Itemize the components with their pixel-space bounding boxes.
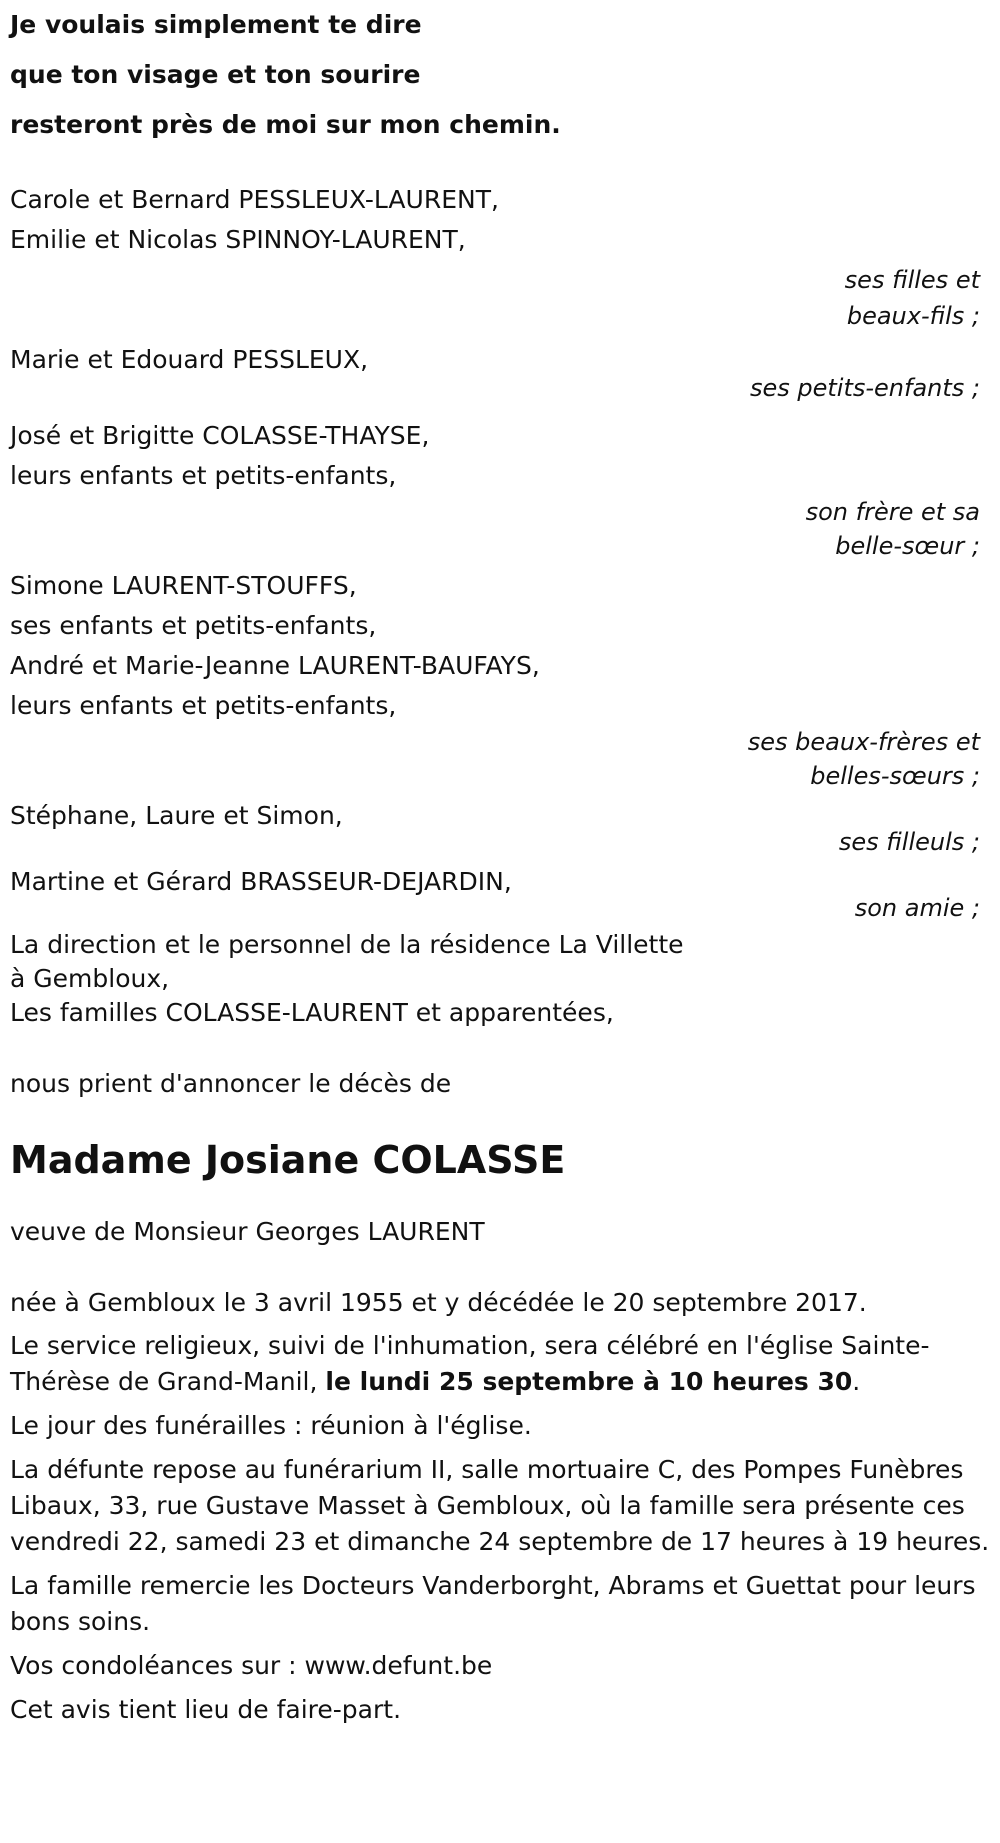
widow-of-line: veuve de Monsieur Georges LAURENT <box>10 1217 485 1246</box>
relation-label: ses filles et <box>844 266 980 294</box>
family-line: à Gembloux, <box>10 964 170 993</box>
relation-label: ses petits-enfants ; <box>749 374 980 402</box>
deceased-name: Madame Josiane COLASSE <box>10 1138 566 1182</box>
family-inlaws <box>10 566 990 796</box>
family-friend <box>10 862 990 928</box>
family-line: Martine et Gérard BRASSEUR-DEJARDIN, <box>10 867 512 896</box>
relation-label: belles-sœurs ; <box>810 762 980 790</box>
relation-label: ses filleuls ; <box>838 828 980 856</box>
poem <box>10 0 990 150</box>
thanks-paragraph: La famille remercie les Docteurs Vanderborght, Abrams et Guettat pour leurs bons soins. <box>10 1571 976 1636</box>
poem-line: Je voulais simplement te dire <box>10 10 422 39</box>
relation-label: ses beaux-frères et <box>747 728 980 756</box>
relation-label: beaux-fils ; <box>846 302 980 330</box>
family-line: José et Brigitte COLASSE-THAYSE, <box>10 421 430 450</box>
family-godchildren <box>10 796 990 862</box>
family-line: André et Marie-Jeanne LAURENT-BAUFAYS, <box>10 651 540 680</box>
family-line: Les familles COLASSE-LAURENT et apparentées, <box>10 998 614 1027</box>
family-line: Marie et Edouard PESSLEUX, <box>10 345 369 374</box>
family-line: La direction et le personnel de la résidence La Villette <box>10 930 684 959</box>
relation-label: belle-sœur ; <box>835 532 980 560</box>
poem-line: resteront près de moi sur mon chemin. <box>10 110 561 139</box>
family-daughters <box>10 180 990 336</box>
service-date: le lundi 25 septembre à 10 heures 30 <box>325 1367 853 1396</box>
condolences-line: Vos condoléances sur : www.defunt.be <box>10 1651 493 1680</box>
service-end: . <box>852 1367 861 1396</box>
family-line: Emilie et Nicolas SPINNOY-LAURENT, <box>10 225 466 254</box>
family-line: Stéphane, Laure et Simon, <box>10 801 343 830</box>
relation-label: son amie ; <box>854 894 980 922</box>
birth-death-line: née à Gembloux le 3 avril 1955 et y décédée le 20 septembre 2017. <box>10 1288 867 1317</box>
family-line: ses enfants et petits-enfants, <box>10 611 377 640</box>
service-paragraph <box>10 1328 990 1400</box>
family-grandchildren <box>10 340 990 408</box>
family-brother <box>10 416 990 566</box>
poem-line: que ton visage et ton sourire <box>10 60 421 89</box>
family-line: Simone LAURENT-STOUFFS, <box>10 571 357 600</box>
family-line: leurs enfants et petits-enfants, <box>10 691 397 720</box>
rest-paragraph: La défunte repose au funérarium II, salle mortuaire C, des Pompes Funèbres Libaux, 33, rue Gustave Masset à Gembloux, où la famille sera présente ces vendredi 22, samedi 23 et dimanche 24 septembre de 17 heures à 19 heures. <box>10 1455 990 1556</box>
notice-line: Cet avis tient lieu de faire-part. <box>10 1695 402 1724</box>
obituary-notice <box>10 0 990 1728</box>
family-others <box>10 928 990 1030</box>
relation-label: son frère et sa <box>805 498 980 526</box>
service-text: Le service religieux, suivi de l'inhumation, sera célébré en l'église Sainte-Thérèse de Grand-Manil, <box>10 1331 930 1396</box>
family-line: Carole et Bernard PESSLEUX-LAURENT, <box>10 185 499 214</box>
announce-line: nous prient d'annoncer le décès de <box>10 1069 452 1098</box>
family-line: leurs enfants et petits-enfants, <box>10 461 397 490</box>
meeting-line: Le jour des funérailles : réunion à l'église. <box>10 1411 532 1440</box>
